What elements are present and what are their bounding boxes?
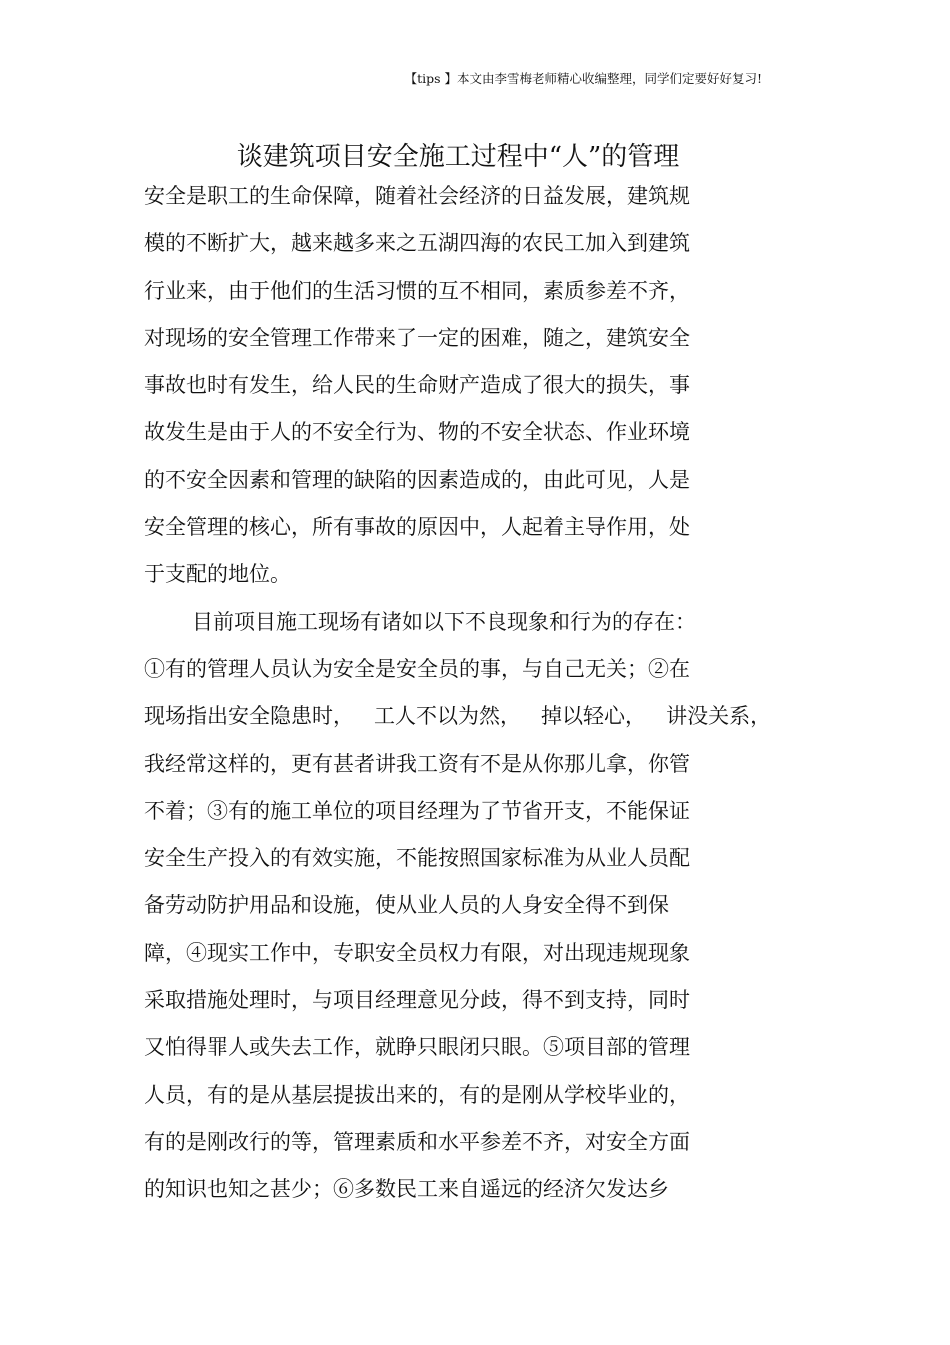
paragraph-start-line: 目前项目施工现场有诸如以下不良现象和行为的存在： xyxy=(192,609,696,634)
body-line: 事故也时有发生，给人民的生命财产造成了很大的损失，事 xyxy=(144,373,690,398)
body-line: ①有的管理人员认为安全是安全员的事，与自己无关；②在 xyxy=(144,656,690,681)
body-line: 人员，有的是从基层提拔出来的，有的是刚从学校毕业的， xyxy=(144,1082,690,1107)
body-line: 的不安全因素和管理的缺陷的因素造成的，由此可见，人是 xyxy=(144,467,690,492)
body-line: 对现场的安全管理工作带来了一定的困难，随之，建筑安全 xyxy=(144,325,690,350)
body-line: 安全管理的核心，所有事故的原因中，人起着主导作用，处 xyxy=(144,515,690,540)
body-line: 于支配的地位。 xyxy=(144,562,291,587)
tips-header: 【tips 】本文由李雪梅老师精心收编整理，同学们定要好好复习! xyxy=(404,71,762,86)
body-line: 行业来，由于他们的生活习惯的互不相同，素质参差不齐， xyxy=(144,278,690,303)
body-line: 安全生产投入的有效实施，不能按照国家标准为从业人员配 xyxy=(144,846,690,871)
body-line: 不着；③有的施工单位的项目经理为了节省开支，不能保证 xyxy=(144,798,690,823)
body-line: 的知识也知之甚少；⑥多数民工来自遥远的经济欠发达乡 xyxy=(144,1177,669,1202)
document-body xyxy=(144,176,804,1217)
document-title: 谈建筑项目安全施工过程中“人”的管理 xyxy=(236,142,680,173)
body-line: 模的不断扩大，越来越多来之五湖四海的农民工加入到建筑 xyxy=(144,231,690,256)
body-line: 安全是职工的生命保障，随着社会经济的日益发展，建筑规 xyxy=(144,184,690,208)
body-line: 采取措施处理时，与项目经理意见分歧，得不到支持，同时 xyxy=(144,988,690,1013)
body-line: 障，④现实工作中，专职安全员权力有限，对出现违规现象 xyxy=(144,940,690,965)
body-line: 我经常这样的，更有甚者讲我工资有不是从你那儿拿，你管 xyxy=(144,751,690,776)
body-line: 备劳动防护用品和设施，使从业人员的人身安全得不到保 xyxy=(144,893,669,918)
body-line: 有的是刚改行的等，管理素质和水平参差不齐，对安全方面 xyxy=(144,1129,690,1154)
body-line: 又怕得罪人或失去工作，就睁只眼闭只眼。⑤项目部的管理 xyxy=(144,1035,690,1060)
body-line: 现场指出安全隐患时， 工人不以为然， 掉以轻心， 讲没关系， xyxy=(144,704,772,729)
body-line: 故发生是由于人的不安全行为、物的不安全状态、作业环境 xyxy=(144,420,690,445)
